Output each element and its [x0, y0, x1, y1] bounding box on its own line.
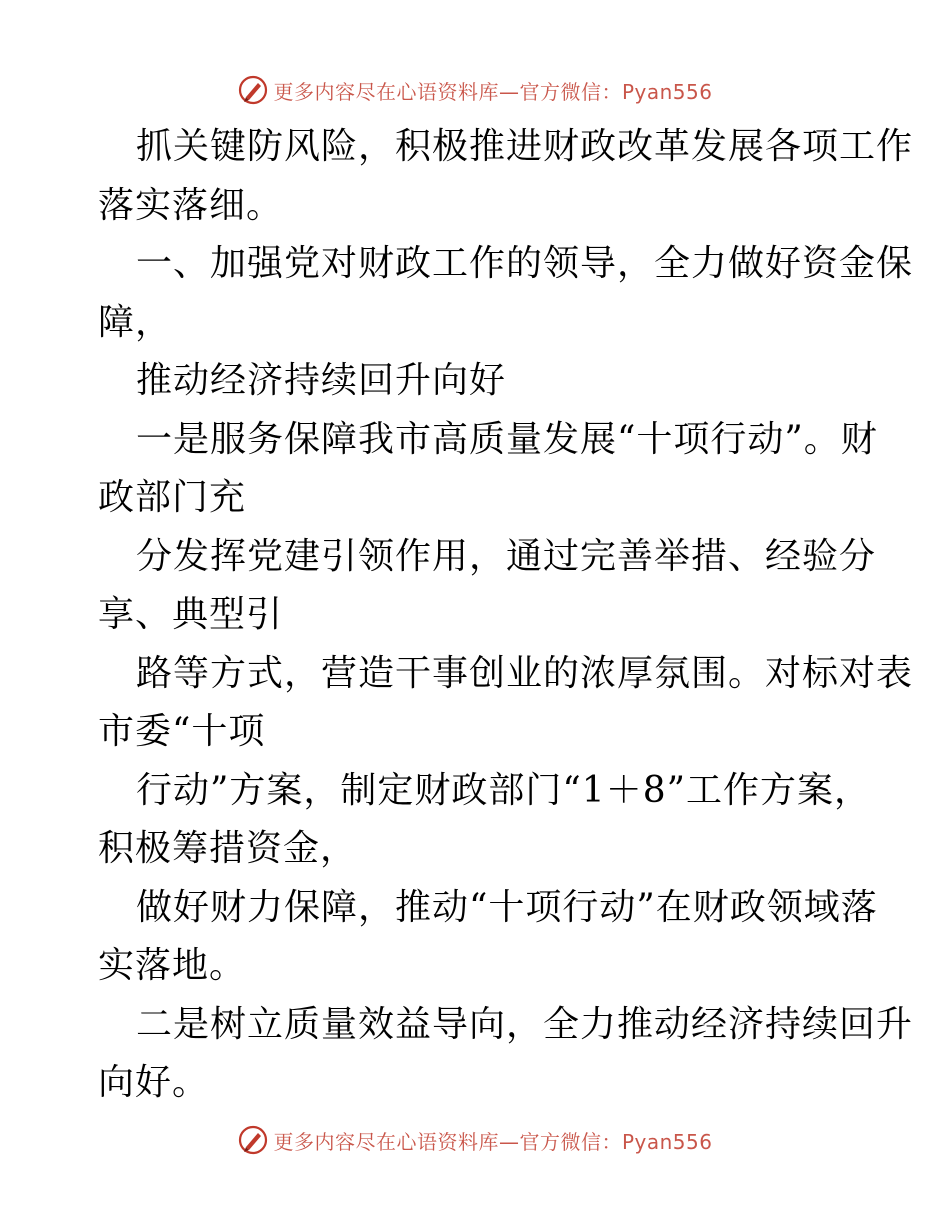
text-line: 市委“十项: [98, 711, 266, 752]
text-line: 行动”方案，制定财政部门“1＋8”工作方案，: [136, 769, 872, 811]
text-line: 抓关键防风险，积极推进财政改革发展各项工作: [136, 126, 914, 167]
watermark-text: 更多内容尽在心语资料库—官方微信：Pyan556: [273, 1129, 713, 1154]
text-line: 享、典型引: [98, 594, 284, 635]
pen-logo-icon: [237, 1124, 269, 1156]
text-line: 积极筹措资金，: [98, 828, 358, 869]
footer-watermark: [0, 1120, 950, 1160]
document-body: [98, 118, 914, 1113]
text-line: 分发挥党建引领作用，通过完善举措、经验分: [136, 535, 877, 577]
pen-logo-icon: [237, 74, 269, 106]
text-line: 落实落细。: [98, 184, 284, 226]
watermark-text: 更多内容尽在心语资料库—官方微信：Pyan556: [273, 79, 713, 104]
text-line: 推动经济持续回升向好: [136, 360, 507, 401]
text-line: 二是树立质量效益导向，全力推动经济持续回升: [136, 1003, 914, 1045]
header-watermark: [0, 70, 950, 110]
text-line: 向好。: [98, 1062, 210, 1103]
text-line: 一是服务保障我市高质量发展“十项行动”。财: [136, 418, 878, 460]
text-line: 实落地。: [98, 945, 247, 986]
text-line: 政部门充: [98, 477, 247, 518]
text-line: 做好财力保障，推动“十项行动”在财政领域落: [136, 886, 878, 928]
text-line: 路等方式，营造干事创业的浓厚氛围。对标对表: [136, 652, 914, 694]
section-heading-line: 一、加强党对财政工作的领导，全力做好资金保: [136, 243, 914, 284]
section-heading-line: 障，: [98, 301, 173, 343]
